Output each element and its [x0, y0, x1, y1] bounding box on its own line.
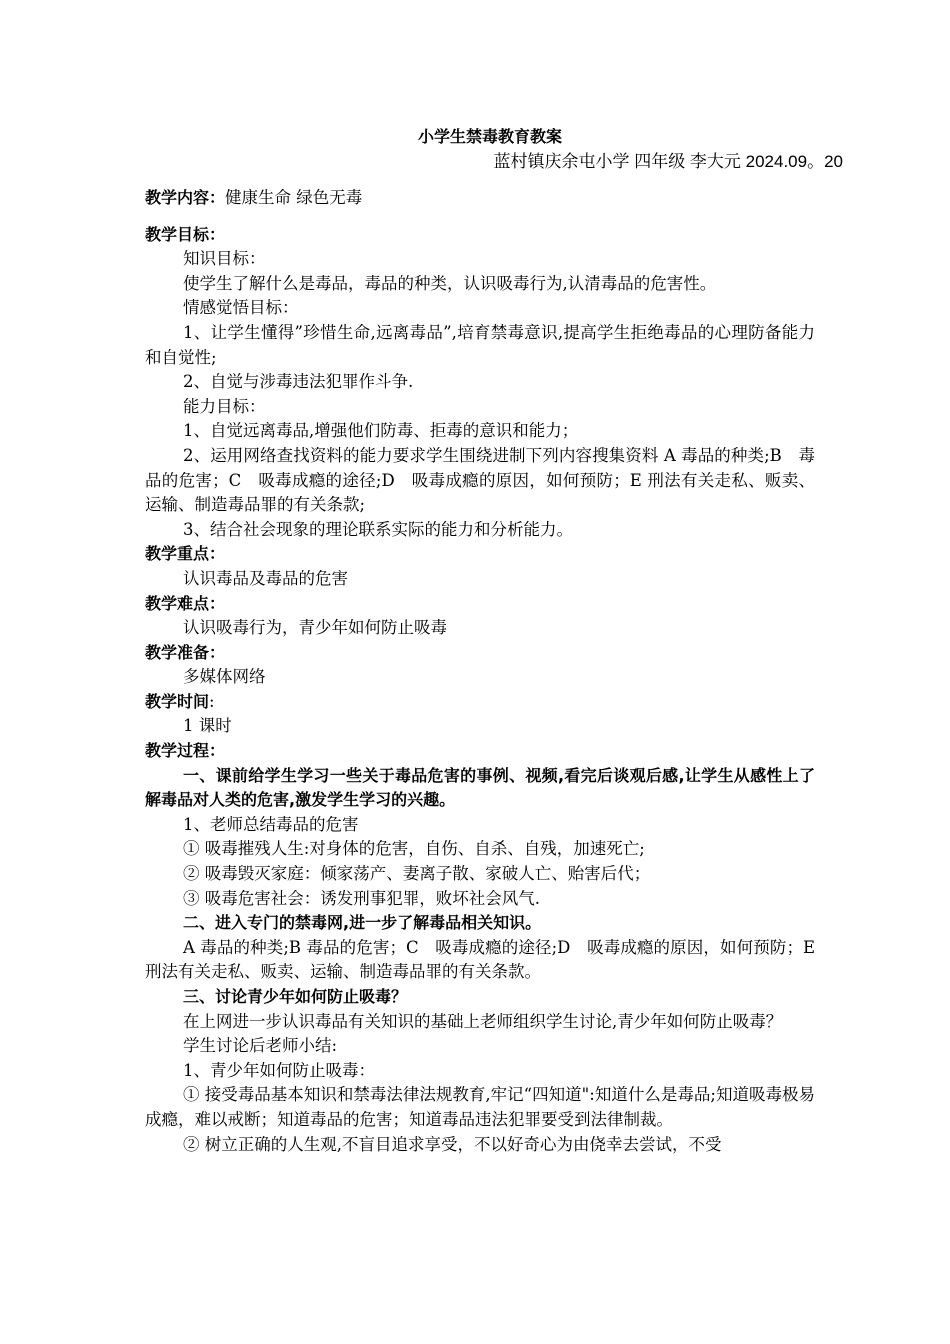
emotion-item-2: 2、自觉与涉毒违法犯罪作斗争.: [183, 372, 414, 392]
ability-label: 能力目标：: [183, 396, 266, 416]
harm-item-3: ③ 吸毒危害社会：诱发刑事犯罪，败坏社会风气.: [183, 888, 540, 908]
process-step-1-sub: 1、老师总结毒品的危害: [183, 814, 359, 834]
emotion-label: 情感觉悟目标：: [183, 298, 299, 318]
content-label: 教学内容：: [145, 188, 226, 207]
harm-item-2: ② 吸毒毁灭家庭：倾家荡产、妻离子散、家破人亡、贻害后代；: [183, 864, 651, 884]
process-step-2-text: A 毒品的种类;B 毒品的危害；C 吸毒成瘾的途径;D 吸毒成瘾的原因，如何预防；E 刑法有关走私、贩卖、运输、制造毒品罪的有关条款。: [145, 937, 815, 982]
prevent-item-2: ② 树立正确的人生观,不盲目追求享受，不以好奇心为由侥幸去尝试，不受: [183, 1134, 722, 1154]
content-text: 健康生命 绿色无毒: [225, 188, 363, 207]
preparation-text: 多媒体网络: [183, 667, 266, 687]
knowledge-text: 使学生了解什么是毒品，毒品的种类，认识吸毒行为,认清毒品的危害性。: [183, 273, 717, 293]
document-title: 小学生禁毒教育教案: [417, 127, 562, 146]
process-step-3: 三、讨论青少年如何防止吸毒？: [183, 987, 408, 1006]
summary-label: 学生讨论后老师小结:: [183, 1036, 338, 1056]
emotion-item-1: 1、让学生懂得”珍惜生命,远离毒品”,培育禁毒意识,提高学生拒绝毒品的心理防备能力和自觉性;: [145, 322, 815, 367]
prevent-label: 1、青少年如何防止吸毒：: [183, 1060, 375, 1080]
process-heading: 教学过程：: [145, 741, 226, 761]
ability-item-1: 1、自觉远离毒品,增强他们防毒、拒毒的意识和能力；: [183, 421, 579, 441]
knowledge-label: 知识目标：: [183, 249, 266, 269]
ability-item-2: 2、运用网络查找资料的能力要求学生围绕进制下列内容搜集资料 A 毒品的种类;B 毒品的危害；C 吸毒成瘾的途径;D 吸毒成瘾的原因，如何预防；E 刑法有关走私、贩卖、运输、制造毒品罪的有关条款;: [145, 445, 815, 515]
duration-heading: 教学时间:: [145, 691, 215, 711]
process-step-2: 二、进入专门的禁毒网,进一步了解毒品相关知识。: [183, 913, 542, 933]
difficulties-heading: 教学难点：: [145, 593, 226, 613]
prevent-item-1: ① 接受毒品基本知识和禁毒法律法规教育,牢记“四知道":知道什么是毒品;知道吸毒极易成瘾，难以戒断；知道毒品的危害；知道毒品违法犯罪要受到法律制裁。: [145, 1085, 815, 1129]
preparation-heading: 教学准备：: [145, 642, 226, 662]
key-points-heading: 教学重点：: [145, 544, 226, 564]
author-line: 蓝村镇庆余屯小学 四年级 李大元 2024.09。20: [493, 152, 843, 171]
process-step-3-text: 在上网进一步认识毒品有关知识的基础上老师组织学生讨论,青少年如何防止吸毒？: [183, 1011, 783, 1031]
ability-item-3: 3、结合社会现象的理论联系实际的能力和分析能力。: [183, 519, 573, 539]
harm-item-1: ① 吸毒摧残人生:对身体的危害，自伤、自杀、自残，加速死亡;: [183, 839, 645, 859]
key-points-text: 认识毒品及毒品的危害: [183, 568, 348, 588]
duration-text: 1 课时: [183, 716, 232, 736]
goals-heading: 教学目标：: [145, 224, 226, 244]
document-body: [145, 186, 815, 1157]
difficulties-text: 认识吸毒行为，青少年如何防止吸毒: [183, 618, 447, 638]
process-step-1: 一、课前给学生学习一些关于毒品危害的事例、视频,看完后谈观后感,让学生从感性上了解毒品对人类的危害,激发学生学习的兴趣。: [145, 765, 815, 810]
content-line: [145, 186, 815, 211]
